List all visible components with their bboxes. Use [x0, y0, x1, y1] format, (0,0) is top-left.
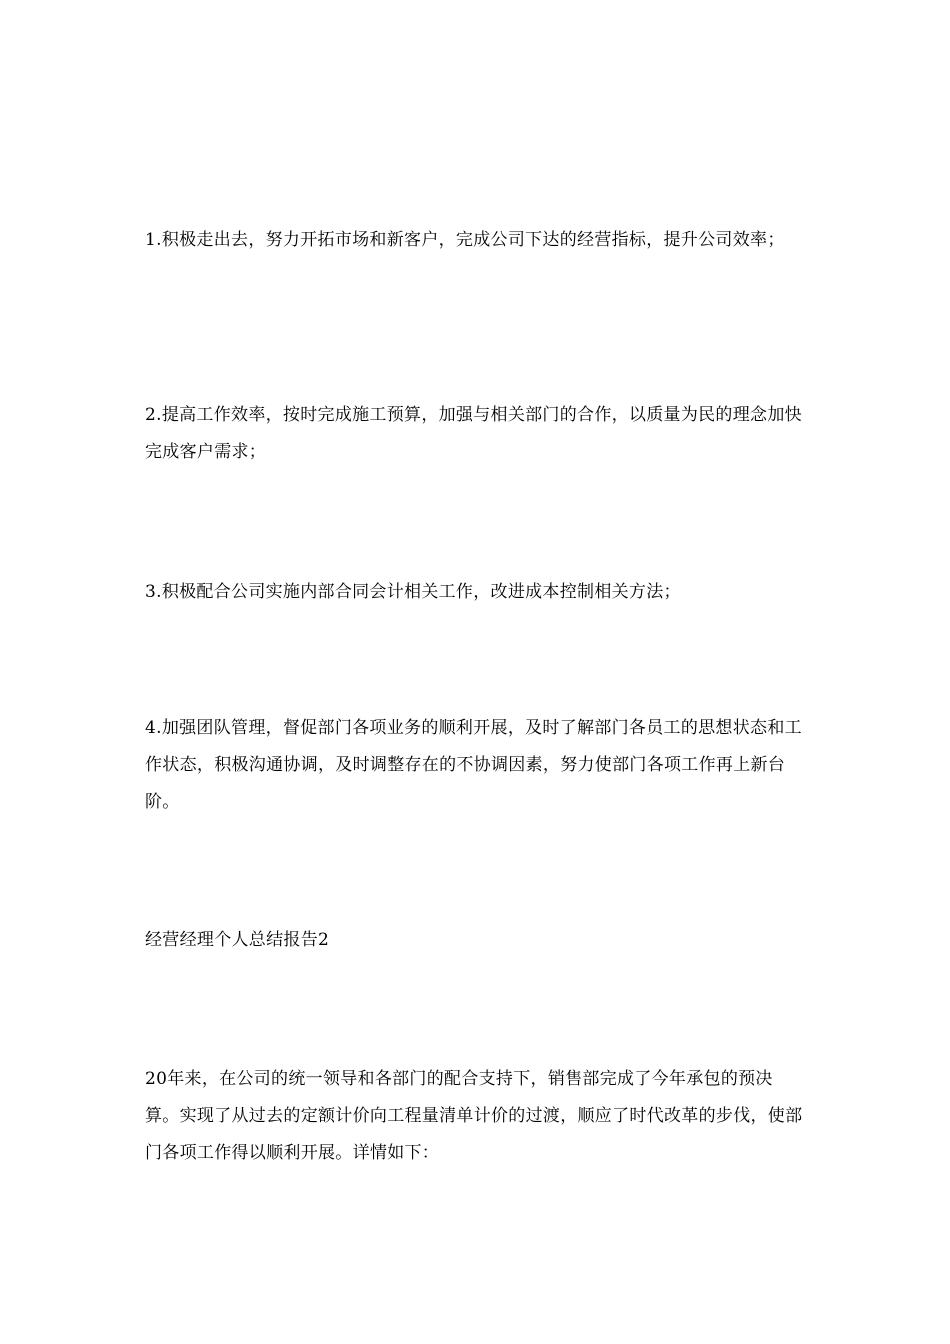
body-paragraph: 20年来，在公司的统一领导和各部门的配合支持下，销售部完成了今年承包的预决算。实现了从过去的定额计价向工程量清单计价的过渡，顺应了时代改革的步伐，使部门各项工作得以顺利开展。详情如下：: [145, 1069, 803, 1163]
list-item-2: 2.提高工作效率，按时完成施工预算，加强与相关部门的合作，以质量为民的理念加快完成客户需求；: [145, 405, 802, 462]
list-item-3: 3.积极配合公司实施内部合同会计相关工作，改进成本控制相关方法；: [145, 582, 681, 602]
section-heading: 经营经理个人总结报告2: [145, 930, 330, 950]
list-item-1: 1.积极走出去，努力开拓市场和新客户，完成公司下达的经营指标，提升公司效率；: [145, 230, 785, 250]
list-item-4: 4.加强团队管理，督促部门各项业务的顺利开展，及时了解部门各员工的思想状态和工作状态，积极沟通协调，及时调整存在的不协调因素，努力使部门各项工作再上新台阶。: [145, 718, 802, 812]
